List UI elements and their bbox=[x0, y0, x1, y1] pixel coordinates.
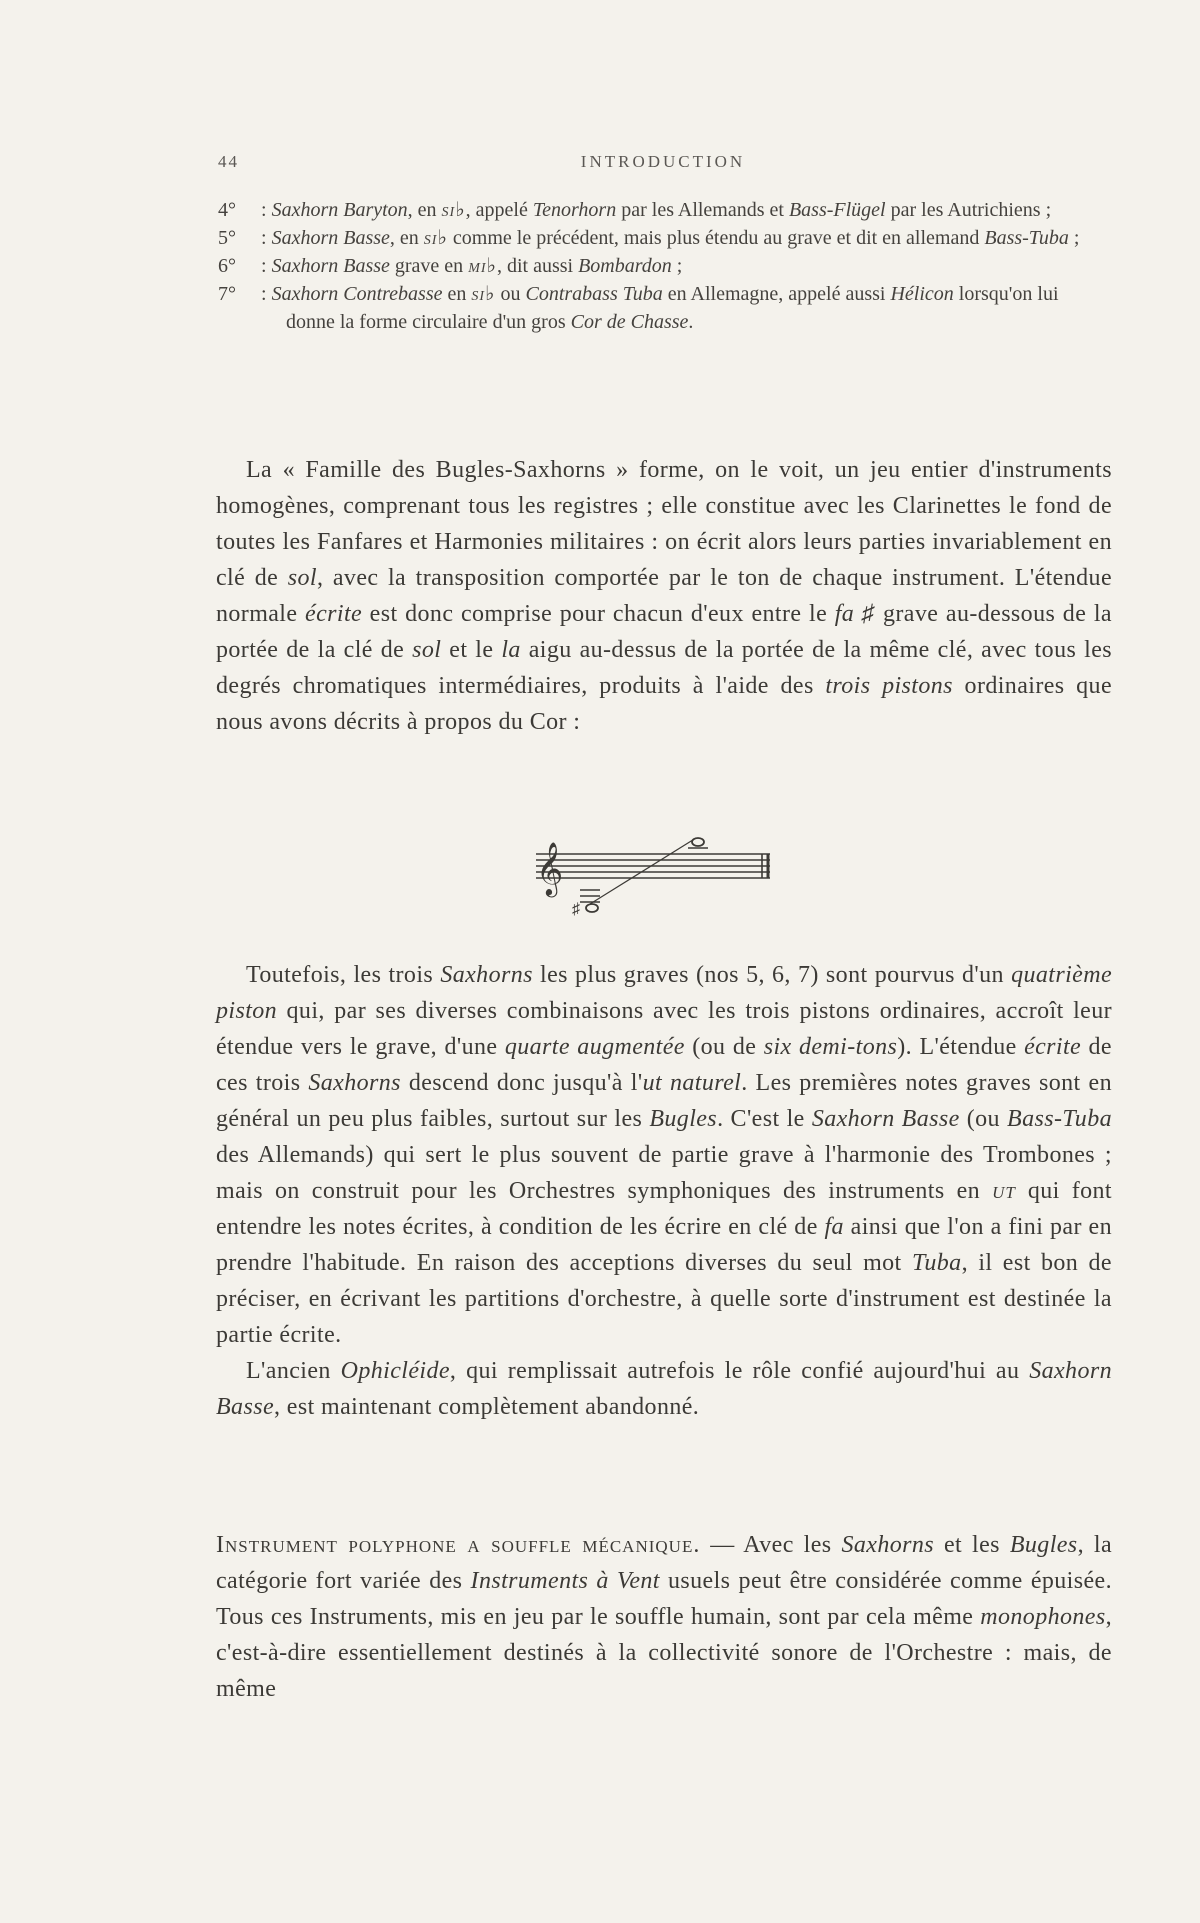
list-text: lorsqu'on lui donne la forme circulaire d'un gros bbox=[286, 283, 1059, 333]
paragraph-text bbox=[216, 1527, 1112, 1707]
text-run: Bugles bbox=[1009, 1532, 1078, 1558]
text-run: . C'est le bbox=[717, 1106, 812, 1132]
paragraph-text bbox=[216, 1353, 1112, 1425]
text-run: (ou bbox=[959, 1106, 1008, 1132]
list-text: ; bbox=[671, 255, 683, 277]
list-text: Contrabass Tuba bbox=[525, 283, 663, 305]
text-run: ut naturel bbox=[642, 1070, 742, 1096]
page-header bbox=[218, 152, 1108, 180]
list-text: Bass-Tuba bbox=[984, 227, 1069, 249]
text-run: quatrième piston bbox=[216, 962, 1112, 1024]
text-run: six demi-tons bbox=[763, 1034, 898, 1060]
list-text: Saxhorn Basse bbox=[271, 255, 390, 277]
list-text: si♭ bbox=[423, 227, 448, 249]
list-number: 7° bbox=[218, 283, 236, 305]
paragraph bbox=[216, 957, 1112, 1425]
list-text: : bbox=[256, 255, 272, 277]
list-number: 5° bbox=[218, 227, 236, 249]
text-run: les plus graves (nos 5, 6, 7) sont pourvus d'un bbox=[532, 962, 1012, 988]
text-run: , est maintenant complètement abandonné. bbox=[274, 1394, 700, 1420]
list-text: , en bbox=[389, 227, 424, 249]
page-number: 44 bbox=[218, 152, 239, 171]
text-run: grave au-dessous de la portée de la clé de bbox=[216, 601, 1112, 663]
text-run: et le bbox=[441, 637, 502, 663]
paragraph-text bbox=[216, 452, 1112, 740]
paragraph-text bbox=[216, 957, 1112, 1353]
text-run: sol bbox=[412, 637, 442, 663]
note-high bbox=[692, 838, 704, 846]
list-item bbox=[218, 224, 1110, 252]
list-text: Hélicon bbox=[890, 283, 954, 305]
text-run: Saxhorn Basse bbox=[811, 1106, 960, 1132]
sharp-icon: ♯ bbox=[572, 901, 580, 918]
section-heading: Instrument polyphone a souffle mécanique. bbox=[216, 1532, 701, 1558]
list-text: , appelé bbox=[465, 199, 533, 221]
list-number: 6° bbox=[218, 255, 236, 277]
list-text: : bbox=[256, 227, 272, 249]
text-run: Saxhorns bbox=[841, 1532, 935, 1558]
text-run: quarte augmentée bbox=[504, 1034, 685, 1060]
text-run: de ces trois bbox=[216, 1034, 1112, 1096]
list-text: en bbox=[442, 283, 472, 305]
text-run: aigu au-dessus de la portée de la même clé, avec tous les degrés chromatiques intermédiaires, produits à l'aide des bbox=[216, 637, 1112, 699]
text-run: , il est bon de préciser, en écrivant les partitions d'orchestre, à quelle sorte d'instrument est destinée la partie écrite. bbox=[216, 1250, 1112, 1348]
text-run: Instruments à Vent bbox=[470, 1568, 660, 1594]
running-title: INTRODUCTION bbox=[580, 152, 746, 171]
list-text: comme le précédent, mais plus étendu au grave et dit en allemand bbox=[447, 227, 985, 249]
list-text: Saxhorn Basse bbox=[271, 227, 390, 249]
text-run: ordinaires que nous avons décrits à propos du Cor : bbox=[216, 673, 1112, 735]
text-run: La « Famille des Bugles-Saxhorns » forme, on le voit, un jeu entier d'instruments homogènes, comprenant tous les registres ; elle constitue avec les Clarinettes le fond de toutes les Fanfares et Harmonies militaires : on écrit alors leurs parties invariablement en clé de bbox=[216, 457, 1112, 591]
text-run: trois pistons bbox=[825, 673, 953, 699]
text-run: Saxhorns bbox=[440, 962, 533, 988]
text-run: écrite bbox=[1024, 1034, 1082, 1060]
list-text: si♭ bbox=[471, 283, 496, 305]
list-text: : bbox=[256, 283, 272, 305]
list-item bbox=[218, 280, 1110, 336]
text-run: ). L'étendue bbox=[897, 1034, 1025, 1060]
text-run: des Allemands) qui sert le plus souvent de partie grave à l'harmonie des Trombones ; mais on construit pour les Orchestres symphoniques des instruments en bbox=[216, 1142, 1112, 1204]
list-text: . bbox=[688, 311, 694, 333]
list-item bbox=[218, 196, 1110, 224]
text-run: , la catégorie fort variée des bbox=[216, 1532, 1113, 1594]
paragraph bbox=[216, 1527, 1112, 1707]
music-staff-range-figure bbox=[528, 828, 778, 924]
text-run: monophones bbox=[980, 1604, 1106, 1630]
text-run: , avec la transposition comportée par le ton de chaque instrument. L'étendue normale bbox=[216, 565, 1112, 627]
list-text: , dit aussi bbox=[496, 255, 579, 277]
list-text: Saxhorn Contrebasse bbox=[271, 283, 443, 305]
text-run: est donc comprise pour chacun d'eux entre le bbox=[362, 601, 835, 627]
note-low bbox=[586, 904, 598, 912]
text-run: Saxhorns bbox=[308, 1070, 401, 1096]
text-run: et les bbox=[934, 1532, 1010, 1558]
text-run: Bass-Tuba bbox=[1007, 1106, 1113, 1132]
text-run: Ophicléide bbox=[340, 1358, 450, 1384]
paragraph bbox=[216, 452, 1112, 740]
list-text: : bbox=[256, 199, 272, 221]
list-number: 4° bbox=[218, 199, 236, 221]
text-run: ut bbox=[992, 1178, 1016, 1204]
text-run: Toutefois, les trois bbox=[246, 962, 441, 988]
list-text: ou bbox=[495, 283, 526, 305]
list-text: Bombardon bbox=[578, 255, 672, 277]
list-item bbox=[218, 252, 1110, 280]
list-text: grave en bbox=[389, 255, 469, 277]
text-run: qui, par ses diverses combinaisons avec les trois pistons ordinaires, accroît leur étendue vers le grave, d'une bbox=[216, 998, 1112, 1060]
text-run: la bbox=[501, 637, 521, 663]
text-run: descend donc jusqu'à l' bbox=[400, 1070, 643, 1096]
list-text: mi♭ bbox=[468, 255, 497, 277]
list-text: si♭ bbox=[441, 199, 466, 221]
text-run: . Les premières notes graves sont en général un peu plus faibles, surtout sur les bbox=[216, 1070, 1112, 1132]
text-run: fa ♯ bbox=[834, 601, 876, 627]
text-run: fa bbox=[824, 1214, 844, 1240]
text-run: sol bbox=[287, 565, 317, 591]
list-text: Bass-Flügel bbox=[788, 199, 886, 221]
text-run: Tuba bbox=[911, 1250, 962, 1276]
text-run: qui font entendre les notes écrites, à condition de les écrire en clé de bbox=[216, 1178, 1112, 1240]
text-run: , c'est-à-dire essentiellement destinés à la collectivité sonore de l'Orchestre : mais, de même bbox=[216, 1604, 1112, 1702]
list-text: Tenorhorn bbox=[532, 199, 617, 221]
treble-clef-icon: 𝄞 bbox=[536, 841, 564, 895]
list-text: par les Allemands et bbox=[616, 199, 789, 221]
text-run: ainsi que l'on a fini par en prendre l'habitude. En raison des acceptions diverses du seul mot bbox=[216, 1214, 1112, 1276]
text-run: Bugles bbox=[649, 1106, 718, 1132]
text-run: L'ancien bbox=[246, 1358, 341, 1384]
list-text: Cor de Chasse bbox=[570, 311, 689, 333]
list-text: ; bbox=[1068, 227, 1080, 249]
saxhorn-list bbox=[218, 196, 1110, 336]
list-text: Saxhorn Baryton bbox=[271, 199, 408, 221]
text-run: usuels peut être considérée comme épuisée. Tous ces Instruments, mis en jeu par le souffle humain, sont par cela même bbox=[216, 1568, 1112, 1630]
text-run: Saxhorn Basse bbox=[216, 1358, 1112, 1420]
text-run: , qui remplissait autrefois le rôle confié aujourd'hui au bbox=[449, 1358, 1030, 1384]
list-text: par les Autrichiens ; bbox=[885, 199, 1052, 221]
text-run: (ou de bbox=[684, 1034, 764, 1060]
text-run: écrite bbox=[305, 601, 363, 627]
text-run: — Avec les bbox=[700, 1532, 842, 1558]
list-text: , en bbox=[407, 199, 442, 221]
list-text: en Allemagne, appelé aussi bbox=[662, 283, 891, 305]
